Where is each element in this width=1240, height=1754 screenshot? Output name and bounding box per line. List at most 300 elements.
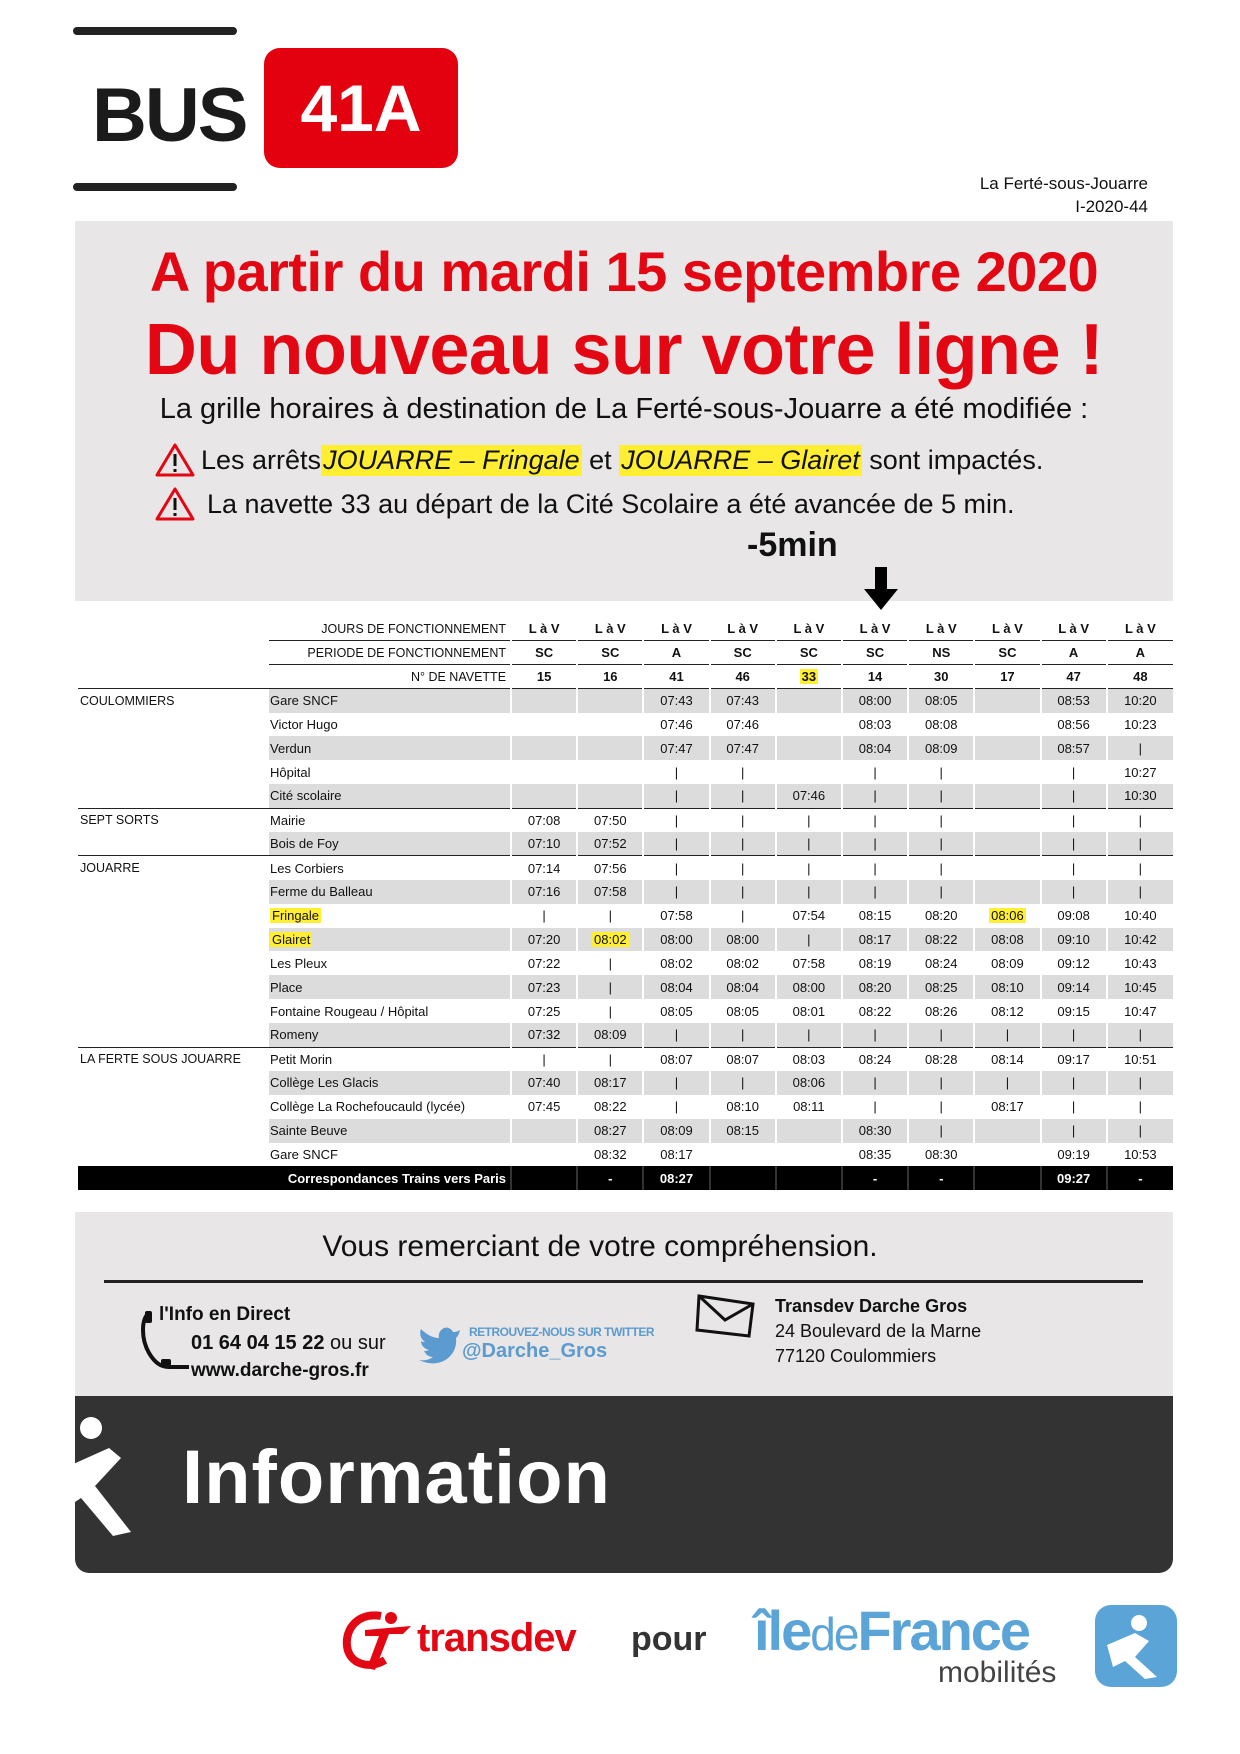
stop-name: Collège Les Glacis: [269, 1071, 511, 1095]
time-cell: |: [908, 1071, 974, 1095]
idf-wordmark: [754, 1598, 1029, 1663]
time-cell: 08:25: [908, 975, 974, 999]
time-cell: [511, 760, 577, 784]
table-row: [78, 880, 1173, 904]
time-cell: [511, 784, 577, 808]
time-cell: |: [643, 808, 709, 832]
table-row: [78, 1143, 1173, 1167]
time-cell: |: [710, 904, 776, 928]
stop-name: Gare SNCF: [269, 689, 511, 713]
highlighted-stop: Glairet: [272, 932, 311, 948]
time-cell: 08:30: [842, 1119, 908, 1143]
time-cell: 08:20: [908, 904, 974, 928]
table-row: [78, 951, 1173, 975]
connections-row: [78, 1166, 1173, 1190]
twitter-caption: RETROUVEZ-NOUS SUR TWITTER: [469, 1325, 654, 1339]
stop-name: Mairie: [269, 808, 511, 832]
stop-fringale: JOUARRE – Fringale: [323, 444, 580, 475]
time-cell: [974, 736, 1040, 760]
time-cell: 10:51: [1107, 1047, 1173, 1071]
table-row: [78, 1095, 1173, 1119]
time-cell: |: [842, 1095, 908, 1119]
header-row: [78, 617, 1173, 641]
destination: La Ferté-sous-Jouarre: [979, 174, 1148, 193]
time-cell: |: [842, 1023, 908, 1047]
time-cell: |: [908, 808, 974, 832]
time-cell: 09:19: [1041, 1143, 1107, 1167]
time-cell: |: [908, 760, 974, 784]
time-cell: [511, 1143, 577, 1167]
address-line1: 24 Boulevard de la Marne: [775, 1321, 982, 1341]
time-cell: 07:20: [511, 928, 577, 952]
header-cell: L à V: [1107, 617, 1173, 641]
empty-cell: [78, 880, 269, 904]
thanks-text: Vous remerciant de votre compréhension.: [322, 1230, 878, 1263]
stop-name: Gare SNCF: [270, 1147, 338, 1163]
time-cell: 07:47: [710, 736, 776, 760]
header-label: JOURS DE FONCTIONNEMENT: [269, 617, 511, 641]
table-row: [78, 1047, 1173, 1071]
time-cell: |: [842, 880, 908, 904]
time-cell: 08:22: [908, 928, 974, 952]
time-cell: |: [776, 808, 842, 832]
time-cell: |: [908, 784, 974, 808]
stop-name: Bois de Foy: [269, 832, 511, 856]
time-cell: |: [1041, 856, 1107, 880]
time-cell: 08:26: [908, 999, 974, 1023]
time-cell: 08:24: [908, 951, 974, 975]
time-cell: |: [643, 1071, 709, 1095]
time-cell: 10:40: [1107, 904, 1173, 928]
time-cell: [974, 832, 1040, 856]
time-cell: 08:11: [776, 1095, 842, 1119]
time-cell: [974, 784, 1040, 808]
time-cell: [577, 784, 643, 808]
time-cell: |: [710, 856, 776, 880]
time-cell: 08:56: [1041, 713, 1107, 737]
time-cell: 07:43: [710, 689, 776, 713]
header-cell: SC: [511, 641, 577, 665]
line-badge: 41A: [264, 48, 458, 168]
time-cell: |: [842, 808, 908, 832]
empty-cell: [78, 832, 269, 856]
time-cell: 07:45: [511, 1095, 577, 1119]
table-row: [78, 999, 1173, 1023]
region-label: JOUARRE: [78, 856, 269, 880]
connection-time: 08:27: [643, 1166, 709, 1190]
header-cell: 41: [643, 665, 709, 689]
top-rule: [73, 27, 237, 35]
time-cell: [974, 713, 1040, 737]
time-cell: |: [908, 880, 974, 904]
table-row: [78, 760, 1173, 784]
table-row: [78, 784, 1173, 808]
time-cell: |: [974, 1071, 1040, 1095]
time-cell: [776, 689, 842, 713]
time-cell: 09:15: [1041, 999, 1107, 1023]
header-cell: L à V: [974, 617, 1040, 641]
time-cell: 10:43: [1107, 951, 1173, 975]
time-cell: [511, 713, 577, 737]
time-cell: 08:05: [710, 999, 776, 1023]
time-cell: 07:47: [643, 736, 709, 760]
time-cell: 07:50: [577, 808, 643, 832]
time-cell: 08:28: [908, 1047, 974, 1071]
time-cell: 10:53: [1107, 1143, 1173, 1167]
phone-number[interactable]: 01 64 04 15 22: [191, 1332, 325, 1354]
time-cell: 08:04: [643, 975, 709, 999]
time-cell: [974, 1119, 1040, 1143]
time-cell: |: [1107, 1095, 1173, 1119]
time-cell: 10:27: [1107, 760, 1173, 784]
connections-label: Correspondances Trains vers Paris: [269, 1166, 511, 1190]
time-cell: 07:25: [511, 999, 577, 1023]
time-cell: 08:12: [974, 999, 1040, 1023]
time-cell: |: [577, 951, 643, 975]
time-cell: |: [1041, 1095, 1107, 1119]
time-cell: [511, 1119, 577, 1143]
empty-cell: [78, 1023, 269, 1047]
time-cell: |: [776, 832, 842, 856]
time-cell: |: [511, 1047, 577, 1071]
time-cell: [577, 713, 643, 737]
time-cell: [511, 689, 577, 713]
header-cell: L à V: [776, 617, 842, 641]
table-row: [78, 832, 1173, 856]
time-cell: 07:43: [643, 689, 709, 713]
time-cell: |: [776, 856, 842, 880]
time-cell: [511, 736, 577, 760]
empty-cell: [78, 1143, 269, 1167]
time-cell: |: [1107, 736, 1173, 760]
time-cell: 08:00: [842, 689, 908, 713]
table-row: [78, 713, 1173, 737]
stop-name: Petit Morin: [269, 1047, 511, 1071]
phone-title: l'Info en Direct: [159, 1304, 291, 1325]
warning-text: La navette 33 au départ de la Cité Scolaire a été avancée de 5 min.: [207, 488, 1015, 519]
header-cell: L à V: [710, 617, 776, 641]
time-cell: |: [1107, 1071, 1173, 1095]
time-cell: 08:35: [842, 1143, 908, 1167]
connection-time: -: [842, 1166, 908, 1190]
highlighted-stop: Fringale: [272, 908, 319, 924]
table-row: [78, 1119, 1173, 1143]
time-cell: 08:09: [643, 1119, 709, 1143]
header-cell: [776, 665, 842, 689]
header-label: PERIODE DE FONCTIONNEMENT: [269, 641, 511, 665]
transdev-logo: [341, 1606, 591, 1676]
empty-cell: [78, 617, 269, 641]
time-cell: 10:45: [1107, 975, 1173, 999]
header-cell: 47: [1041, 665, 1107, 689]
idf-de: de: [810, 1608, 858, 1660]
time-cell: 07:46: [776, 784, 842, 808]
time-cell: |: [710, 808, 776, 832]
time-cell: |: [908, 832, 974, 856]
time-cell: |: [908, 1023, 974, 1047]
time-cell: 09:12: [1041, 951, 1107, 975]
header-cell: 30: [908, 665, 974, 689]
time-cell: |: [908, 856, 974, 880]
time-cell: 07:14: [511, 856, 577, 880]
time-cell: [776, 713, 842, 737]
time-cell: 07:58: [643, 904, 709, 928]
twitter-handle[interactable]: @Darche_Gros: [462, 1340, 608, 1362]
time-cell: 08:05: [643, 999, 709, 1023]
headline-date: A partir du mardi 15 septembre 2020: [149, 240, 1099, 303]
intro-text: La grille horaires à destination de La Ferté-sous-Jouarre a été modifiée :: [159, 393, 1089, 425]
time-cell: 10:42: [1107, 928, 1173, 952]
time-cell: 07:32: [511, 1023, 577, 1047]
reference: I-2020-44: [1075, 197, 1148, 216]
transdev-wordmark: transdev: [417, 1616, 576, 1660]
time-cell: [974, 808, 1040, 832]
stop-name: Les Corbiers: [269, 856, 511, 880]
time-cell: 08:00: [710, 928, 776, 952]
connection-time: -: [908, 1166, 974, 1190]
empty-cell: [78, 999, 269, 1023]
time-cell: [974, 760, 1040, 784]
information-title: Information: [182, 1435, 611, 1520]
time-cell: 07:58: [776, 951, 842, 975]
time-cell: 08:17: [842, 928, 908, 952]
address-name: Transdev Darche Gros: [775, 1296, 968, 1316]
header-cell: NS: [908, 641, 974, 665]
time-shift-label: -5min: [747, 526, 838, 564]
header-cell: L à V: [643, 617, 709, 641]
table-row: [78, 736, 1173, 760]
warning-mid: et: [581, 444, 620, 475]
time-cell: 08:15: [710, 1119, 776, 1143]
table-row: [78, 808, 1173, 832]
empty-cell: [78, 904, 269, 928]
divider: [104, 1280, 1143, 1283]
empty-cell: [78, 760, 269, 784]
time-cell: 08:03: [776, 1047, 842, 1071]
header-cell: L à V: [1041, 617, 1107, 641]
time-cell: |: [643, 760, 709, 784]
empty-cell: [78, 951, 269, 975]
time-cell: 07:54: [776, 904, 842, 928]
table-row: [78, 928, 1173, 952]
time-cell: |: [643, 832, 709, 856]
warning-icon: [155, 487, 195, 521]
arrow-down-icon: [862, 567, 900, 611]
header-cell: A: [643, 641, 709, 665]
time-cell: 07:46: [710, 713, 776, 737]
time-cell: 10:20: [1107, 689, 1173, 713]
time-cell: [776, 736, 842, 760]
region-label: LA FERTE SOUS JOUARRE: [78, 1047, 269, 1071]
table-row: [78, 689, 1173, 713]
pedestrian-logo-icon: [75, 1414, 139, 1544]
region-label: SEPT SORTS: [78, 808, 269, 832]
time-cell: |: [1041, 1119, 1107, 1143]
empty-cell: [78, 665, 269, 689]
header-cell: L à V: [511, 617, 577, 641]
time-cell: 08:09: [974, 951, 1040, 975]
time-cell: 08:07: [643, 1047, 709, 1071]
time-cell: 08:01: [776, 999, 842, 1023]
time-cell: |: [577, 904, 643, 928]
mode-label: BUS: [92, 73, 247, 158]
idf-mobilites: mobilités: [938, 1656, 1057, 1689]
header-cell: A: [1041, 641, 1107, 665]
time-cell: |: [842, 832, 908, 856]
header-cell: SC: [842, 641, 908, 665]
time-cell: |: [974, 1023, 1040, 1047]
time-cell: 07:46: [643, 713, 709, 737]
stop-name: Victor Hugo: [270, 717, 338, 732]
time-cell: 10:47: [1107, 999, 1173, 1023]
time-cell: |: [577, 999, 643, 1023]
time-cell: [974, 856, 1040, 880]
table-row: [78, 1023, 1173, 1047]
header-cell: 46: [710, 665, 776, 689]
time-cell: 08:53: [1041, 689, 1107, 713]
highlighted-value: 33: [801, 669, 817, 685]
time-cell: |: [842, 784, 908, 808]
footer-panel: [75, 1212, 1173, 1396]
empty-cell: [78, 928, 269, 952]
warning-icon: [155, 443, 195, 477]
time-cell: 08:04: [710, 975, 776, 999]
time-cell: |: [1041, 808, 1107, 832]
time-cell: 07:23: [511, 975, 577, 999]
time-cell: 07:08: [511, 808, 577, 832]
stop-name: Collège La Rochefoucauld (lycée): [270, 1099, 466, 1115]
time-cell: 08:17: [974, 1095, 1040, 1119]
time-cell: [577, 736, 643, 760]
time-cell: 08:09: [577, 1023, 643, 1047]
time-cell: 07:40: [511, 1071, 577, 1095]
header-cell: SC: [710, 641, 776, 665]
time-cell: 08:04: [842, 736, 908, 760]
time-cell: 08:15: [842, 904, 908, 928]
time-cell: 09:17: [1041, 1047, 1107, 1071]
twitter-bird-icon: [418, 1324, 462, 1364]
time-cell: |: [643, 784, 709, 808]
empty-cell: [78, 975, 269, 999]
stop-name: Sainte Beuve: [269, 1119, 511, 1143]
connection-time: [710, 1166, 776, 1190]
connection-time: -: [577, 1166, 643, 1190]
header-cell: SC: [974, 641, 1040, 665]
time-cell: 07:22: [511, 951, 577, 975]
time-cell: 08:08: [908, 713, 974, 737]
time-cell: 07:58: [577, 880, 643, 904]
time-cell: |: [1107, 856, 1173, 880]
stop-name: [269, 928, 511, 952]
idf-ile: île: [754, 1599, 811, 1662]
time-cell: |: [710, 1023, 776, 1047]
stop-name: Verdun: [269, 736, 511, 760]
time-cell: 08:32: [577, 1143, 643, 1167]
time-cell: |: [643, 1023, 709, 1047]
highlighted-time: 08:06: [991, 908, 1024, 924]
headline-news: Du nouveau sur votre ligne !: [144, 310, 1104, 390]
time-cell: |: [511, 904, 577, 928]
time-cell: |: [842, 760, 908, 784]
time-cell: |: [908, 1095, 974, 1119]
time-cell: |: [710, 832, 776, 856]
header-cell: 48: [1107, 665, 1173, 689]
connection-time: -: [1107, 1166, 1173, 1190]
time-cell: [577, 928, 643, 952]
header-cell: 16: [577, 665, 643, 689]
region-label: COULOMMIERS: [78, 689, 269, 713]
warning-prefix: Les arrêts: [201, 444, 322, 475]
time-cell: |: [577, 1047, 643, 1071]
time-cell: 08:57: [1041, 736, 1107, 760]
time-cell: 07:10: [511, 832, 577, 856]
pour-text: pour: [631, 1620, 707, 1658]
time-cell: |: [1041, 880, 1107, 904]
header-cell: L à V: [908, 617, 974, 641]
time-cell: [577, 689, 643, 713]
time-cell: 07:56: [577, 856, 643, 880]
header-cell: L à V: [842, 617, 908, 641]
time-cell: |: [577, 975, 643, 999]
time-cell: 08:22: [842, 999, 908, 1023]
time-cell: [974, 689, 1040, 713]
time-cell: [974, 880, 1040, 904]
time-cell: [776, 1119, 842, 1143]
header-cell: 14: [842, 665, 908, 689]
header-cell: 15: [511, 665, 577, 689]
time-cell: |: [710, 760, 776, 784]
empty-cell: [78, 713, 269, 737]
connection-time: 09:27: [1041, 1166, 1107, 1190]
time-cell: 09:10: [1041, 928, 1107, 952]
highlighted-time: 08:02: [594, 932, 627, 948]
header-label: N° DE NAVETTE: [269, 665, 511, 689]
time-cell: 08:00: [643, 928, 709, 952]
address-line2: 77120 Coulommiers: [775, 1346, 937, 1366]
transdev-mark-icon: [341, 1606, 413, 1676]
time-cell: |: [1107, 880, 1173, 904]
table-row: [78, 1071, 1173, 1095]
website-link[interactable]: www.darche-gros.fr: [191, 1360, 369, 1381]
time-cell: |: [842, 1071, 908, 1095]
phone-suffix: ou sur: [324, 1332, 386, 1354]
connection-time: [511, 1166, 577, 1190]
time-cell: |: [1107, 832, 1173, 856]
bottom-rule: [73, 183, 237, 191]
time-cell: |: [1107, 1023, 1173, 1047]
time-cell: [710, 1143, 776, 1167]
time-cell: [577, 760, 643, 784]
header-cell: A: [1107, 641, 1173, 665]
time-cell: |: [1041, 1071, 1107, 1095]
time-cell: 08:02: [710, 951, 776, 975]
time-cell: |: [1041, 784, 1107, 808]
time-cell: [776, 760, 842, 784]
time-cell: 08:27: [577, 1119, 643, 1143]
time-cell: |: [1041, 832, 1107, 856]
empty-cell: [78, 1095, 269, 1119]
time-cell: |: [1107, 1119, 1173, 1143]
empty-cell: [78, 736, 269, 760]
header-row: [78, 665, 1173, 689]
time-cell: 08:02: [643, 951, 709, 975]
idf-france: France: [857, 1599, 1030, 1662]
connection-time: [974, 1166, 1040, 1190]
time-cell: 08:17: [643, 1143, 709, 1167]
warning-stops: [155, 443, 1043, 477]
stop-name: Les Pleux: [270, 955, 328, 971]
time-cell: 08:17: [577, 1071, 643, 1095]
